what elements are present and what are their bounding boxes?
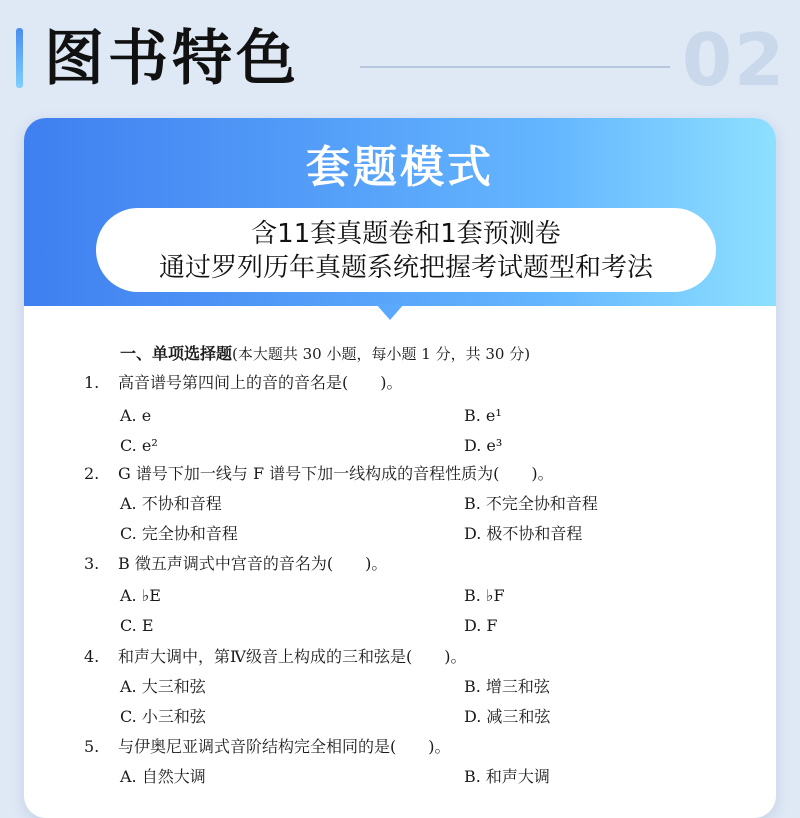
question-number: 5. [84, 737, 100, 756]
section-heading-note: (本大题共 30 小题，每小题 1 分，共 30 分) [232, 345, 531, 363]
page-header [0, 0, 800, 120]
option-c: C. 小三和弦 [120, 707, 206, 726]
option-b: B. e¹ [464, 406, 502, 425]
question-1 [84, 372, 403, 394]
question-4 [84, 646, 466, 668]
option-a: A. ♭E [120, 586, 161, 605]
option-c: C. e² [120, 436, 158, 455]
option-d: D. 极不协和音程 [464, 524, 583, 543]
section-number: 02 [682, 18, 787, 102]
option-b: B. 和声大调 [464, 767, 550, 786]
banner-line-2: 通过罗列历年真题系统把握考试题型和考法 [158, 253, 653, 283]
banner-line-1: 含11套真题卷和1套预测卷 [251, 219, 561, 249]
question-number: 4. [84, 647, 100, 666]
question-stem: 与伊奥尼亚调式音阶结构完全相同的是( )。 [118, 737, 451, 756]
sample-questions [24, 118, 776, 818]
option-a: A. 自然大调 [120, 767, 206, 786]
question-stem: 高音谱号第四间上的音的音名是( )。 [118, 373, 403, 392]
question-stem: 和声大调中，第Ⅳ级音上构成的三和弦是( )。 [118, 647, 467, 666]
question-stem: G 谱号下加一线与 F 谱号下加一线构成的音程性质为( )。 [118, 464, 554, 483]
option-c: C. 完全协和音程 [120, 524, 238, 543]
question-number: 3. [84, 554, 100, 573]
title-divider [360, 66, 670, 68]
question-number: 1. [84, 373, 100, 392]
option-c: C. E [120, 616, 154, 635]
feature-card [24, 118, 776, 818]
option-b: B. ♭F [464, 586, 505, 605]
banner-title: 套题模式 [306, 142, 494, 193]
option-d: D. e³ [464, 436, 503, 455]
option-d: D. F [464, 616, 498, 635]
option-a: A. e [120, 406, 152, 425]
option-b: B. 增三和弦 [464, 677, 550, 696]
page-title: 图书特色 [44, 24, 300, 94]
question-stem: B 徵五声调式中宫音的音名为( )。 [118, 554, 388, 573]
option-d: D. 减三和弦 [464, 707, 551, 726]
section-heading-text: 一、单项选择题 [120, 344, 233, 363]
option-b: B. 不完全协和音程 [464, 494, 598, 513]
question-number: 2. [84, 464, 100, 483]
question-3 [84, 553, 387, 575]
section-heading [120, 343, 530, 365]
question-5 [84, 736, 451, 758]
option-a: A. 大三和弦 [120, 677, 206, 696]
option-a: A. 不协和音程 [120, 494, 222, 513]
accent-bar [16, 28, 23, 88]
question-2 [84, 463, 554, 485]
